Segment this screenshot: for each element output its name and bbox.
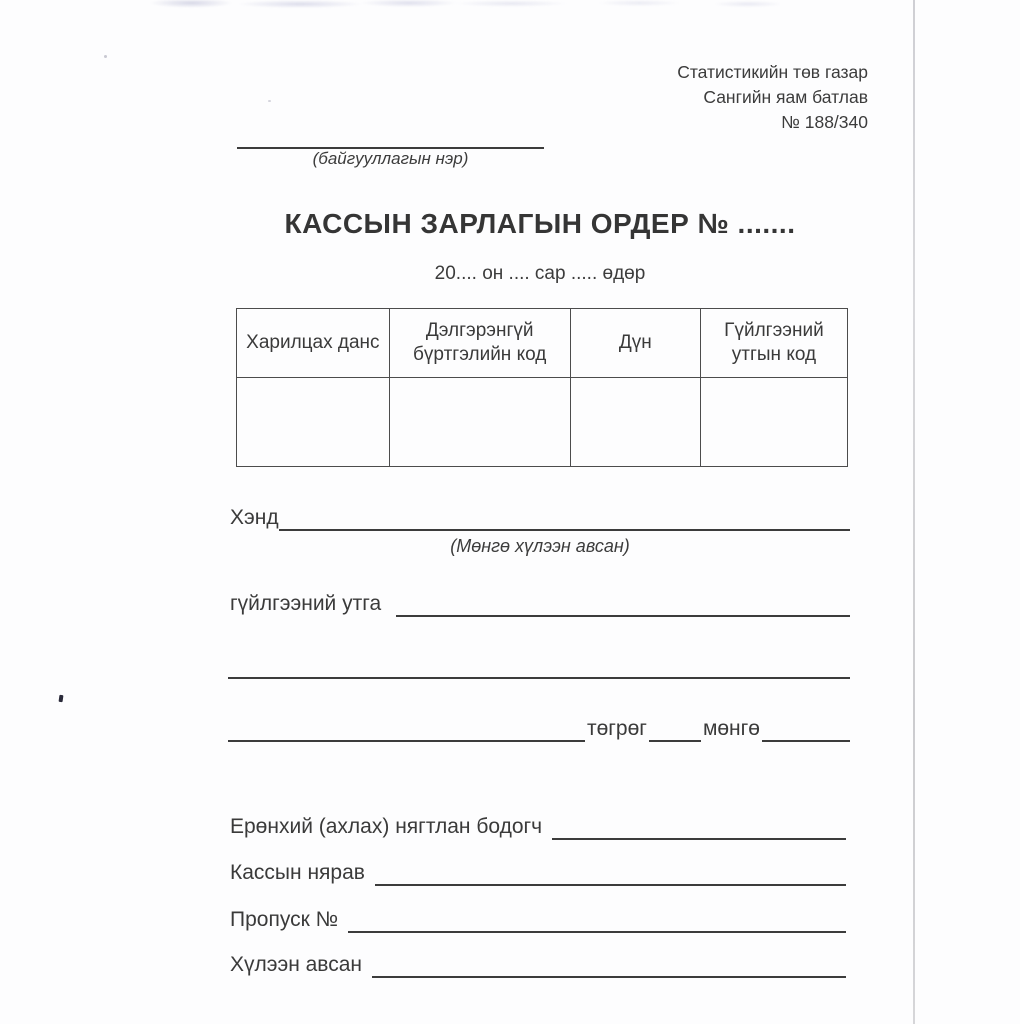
approval-line-number: № 188/340 xyxy=(781,112,868,132)
mungu-fill-line xyxy=(762,713,850,742)
approval-block xyxy=(677,60,868,135)
recipient-row xyxy=(230,503,850,531)
approval-line-ministry: Сангийн яам батлав xyxy=(703,87,868,107)
tugrug-label: төгрөг xyxy=(586,717,647,740)
date-line: 20.... он .... сар ..... өдөр xyxy=(434,263,646,284)
received-by-label: Хүлээн авсан xyxy=(230,953,362,976)
tugrug-fill-line xyxy=(649,713,701,742)
paper-speck xyxy=(104,55,107,58)
cell-transaction-code xyxy=(700,378,847,467)
received-by-signature-line xyxy=(372,948,846,978)
recipient-fill-line xyxy=(279,501,850,531)
org-name-caption: (байгууллагын нэр) xyxy=(312,149,469,168)
chief-accountant-label: Ерөнхий (ахлах) нягтлан бодогч xyxy=(230,815,543,838)
recipient-label: Хэнд xyxy=(230,506,279,529)
table-header-row xyxy=(237,309,848,378)
items-table xyxy=(236,308,848,467)
cashier-row xyxy=(230,858,846,886)
mungu-label: мөнгө xyxy=(702,717,760,740)
pass-number-row xyxy=(230,905,846,933)
col-header-detail-code: Дэлгэрэнгүй бүртгэлийн код xyxy=(389,309,570,378)
paper-speck xyxy=(268,100,271,102)
recipient-caption: (Мөнгө хүлээн авсан) xyxy=(450,536,630,556)
cell-detail-code xyxy=(389,378,570,467)
purpose-row xyxy=(230,590,850,617)
amount-row xyxy=(228,715,850,742)
chief-accountant-row xyxy=(230,812,846,840)
scan-top-smudge xyxy=(140,0,780,10)
org-name-line xyxy=(237,120,544,149)
purpose-label: гүйлгээний утга xyxy=(230,592,382,615)
purpose-fill-line xyxy=(396,588,850,617)
pass-number-fill-line xyxy=(348,903,846,933)
chief-accountant-signature-line xyxy=(552,810,846,840)
col-header-amount: Дүн xyxy=(570,309,700,378)
paper-edge-line xyxy=(913,0,915,1024)
form-title: КАССЫН ЗАРЛАГЫН ОРДЕР № ....... xyxy=(284,208,796,239)
pass-number-label: Пропуск № xyxy=(230,908,339,931)
cashier-label: Кассын нярав xyxy=(230,861,365,884)
cell-amount xyxy=(570,378,700,467)
col-header-transaction-code: Гүйлгээний утгын код xyxy=(700,309,847,378)
received-by-row xyxy=(230,950,846,978)
table-row xyxy=(237,378,848,467)
approval-line-agency: Статистикийн төв газар xyxy=(677,62,868,82)
purpose-continuation-line xyxy=(228,653,850,679)
ink-speck xyxy=(59,695,64,702)
col-header-account: Харилцах данс xyxy=(237,309,390,378)
amount-words-line xyxy=(228,713,585,742)
cashier-signature-line xyxy=(375,856,846,886)
purpose-continuation-row xyxy=(228,655,850,679)
cell-account xyxy=(237,378,390,467)
